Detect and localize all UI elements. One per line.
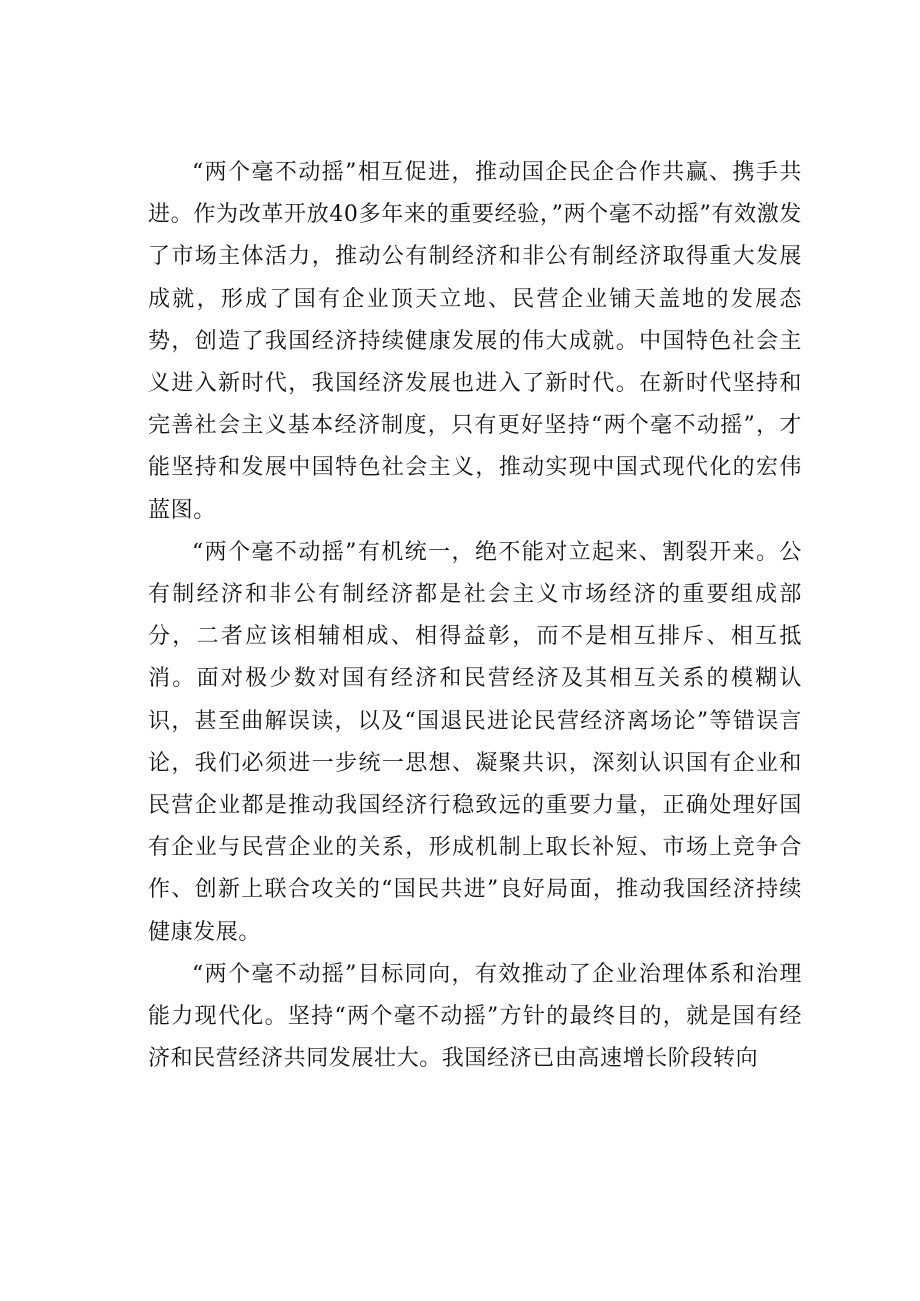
paragraph-1: “两个毫不动摇”相互促进，推动国企民企合作共赢、携手共进。作为改革开放40多年来的重要经验，”两个毫不动摇”有效激发了市场主体活力，推动公有制经济和非公有制经济取得重大发展成就，形成了国有企业顶天立地、民营企业铺天盖地的发展态势，创造了我国经济持续健康发展的伟大成就。中国特色社会主义进入新时代，我国经济发展也进入了新时代。在新时代坚持和完善社会主义基本经济制度，只有更好坚持“两个毫不动摇”，才能坚持和发展中国特色社会主义，推动实现中国式现代化的宏伟蓝图。 [148, 160, 802, 523]
paragraph-3: “两个毫不动摇”目标同向，有效推动了企业治理体系和治理能力现代化。坚持“两个毫不动摇”方针的最终目的，就是国有经济和民营经济共同发展壮大。我国经济已由高速增长阶段转向 [148, 961, 802, 1072]
paragraph-2: “两个毫不动摇”有机统一，绝不能对立起来、割裂开来。公有制经济和非公有制经济都是社会主义市场经济的重要组成部分，二者应该相辅相成、相得益彰，而不是相互排斥、相互抵消。面对极少数对国有经济和民营经济及其相互关系的模糊认识，甚至曲解误读，以及“国退民进论民营经济离场论”等错误言论，我们必须进一步统一思想、凝聚共识，深刻认识国有企业和民营企业都是推动我国经济行稳致远的重要力量，正确处理好国有企业与民营企业的关系，形成机制上取长补短、市场上竞争合作、创新上联合攻关的“国民共进”良好局面，推动我国经济持续健康发展。 [148, 539, 802, 945]
body-text [148, 152, 802, 1080]
